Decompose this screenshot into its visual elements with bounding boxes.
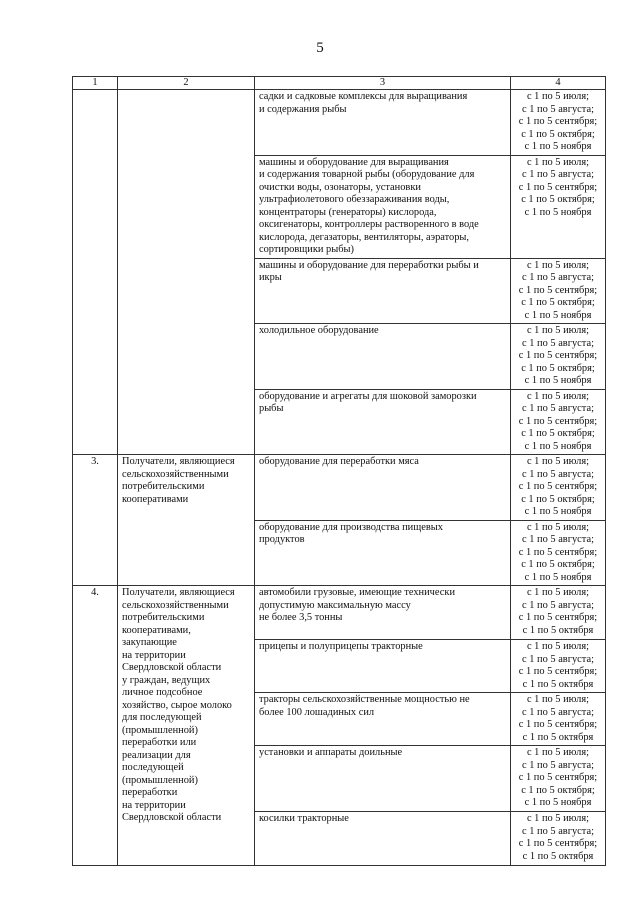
schedule-cell <box>511 324 606 390</box>
text-line: прицепы и полуприцепы тракторные <box>259 641 423 652</box>
text-line: с 1 по 5 сентября; <box>518 116 598 127</box>
text-line: сельскохозяйственными <box>122 599 229 611</box>
text-line: с 1 по 5 августа; <box>522 706 594 718</box>
text-line: с 1 по 5 ноября <box>524 141 592 152</box>
schedule-cell <box>511 586 606 640</box>
text-line: оборудование и агрегаты для шоковой заморозки <box>259 390 477 402</box>
text-line: с 1 по 5 августа; <box>522 272 594 283</box>
schedule-cell <box>511 155 606 258</box>
text-line: с 1 по 5 июля; <box>526 813 590 824</box>
equipment-cell <box>255 746 511 812</box>
row-number <box>73 90 118 455</box>
text-line: тракторы сельскохозяйственные мощностью не <box>259 694 470 705</box>
header-col-3: 3 <box>255 77 511 90</box>
text-line: с 1 по 5 августа; <box>522 599 594 611</box>
text-line: садки и садковые комплексы для выращивания <box>259 91 468 102</box>
equipment-cell <box>255 812 511 866</box>
text-line: с 1 по 5 ноября <box>524 206 592 218</box>
text-line: с 1 по 5 сентября; <box>518 666 598 677</box>
text-line: реализации для <box>122 749 191 761</box>
equipment-cell <box>255 520 511 586</box>
text-line: с 1 по 5 июля; <box>526 390 590 402</box>
text-line: с 1 по 5 июля; <box>526 521 590 533</box>
text-line: машины и оборудование для переработки рыбы и <box>259 259 479 271</box>
text-line: с 1 по 5 октября; <box>521 297 595 308</box>
row-number: 4. <box>73 586 118 866</box>
equipment-cell <box>255 324 511 390</box>
equipment-cell <box>255 693 511 746</box>
text-line: холодильное оборудование <box>259 325 379 336</box>
schedule-cell <box>511 746 606 812</box>
text-line: с 1 по 5 октября <box>522 850 594 862</box>
text-line: с 1 по 5 ноября <box>524 506 592 517</box>
text-line: с 1 по 5 июля; <box>526 259 590 271</box>
text-line: оксигенаторы, контроллеры растворенного в воде <box>259 219 479 230</box>
text-line: установки и аппараты доильные <box>259 747 403 758</box>
text-line: с 1 по 5 августа; <box>522 403 594 414</box>
text-line: кооперативами <box>122 493 189 505</box>
text-line: последующей <box>122 762 184 773</box>
text-line: с 1 по 5 августа; <box>522 759 594 771</box>
text-line: с 1 по 5 сентября; <box>518 284 598 296</box>
text-line: с 1 по 5 июля; <box>526 91 590 102</box>
schedule-cell <box>511 389 606 455</box>
text-line: с 1 по 5 августа; <box>522 468 594 480</box>
equipment-cell <box>255 586 511 640</box>
text-line: с 1 по 5 июля; <box>526 641 590 652</box>
text-line: с 1 по 5 октября; <box>521 428 595 439</box>
table-header-row <box>73 77 606 90</box>
schedule-cell <box>511 520 606 586</box>
table-row <box>73 455 606 521</box>
text-line: (промышленной) <box>122 774 198 786</box>
text-line: ультрафиолетового обеззараживания воды, <box>259 194 450 205</box>
text-line: с 1 по 5 ноября <box>524 440 592 452</box>
text-line: оборудование для производства пищевых <box>259 521 443 533</box>
text-line: с 1 по 5 ноября <box>524 797 592 808</box>
text-line: потребительскими <box>122 612 205 623</box>
schedule-cell <box>511 258 606 324</box>
text-line: и содержания товарной рыбы (оборудование для <box>259 169 475 180</box>
text-line: рыбы <box>259 403 284 414</box>
text-line: косилки тракторные <box>259 813 349 824</box>
text-line: с 1 по 5 октября <box>522 624 594 636</box>
text-line: икры <box>259 272 282 283</box>
text-line: с 1 по 5 октября; <box>521 493 595 505</box>
text-line: оборудование для переработки мяса <box>259 456 419 467</box>
text-line: с 1 по 5 сентября; <box>518 481 598 492</box>
text-line: автомобили грузовые, имеющие технически <box>259 587 456 598</box>
recipient-cell <box>118 90 255 455</box>
text-line: закупающие <box>122 637 177 648</box>
text-line: с 1 по 5 октября; <box>521 194 595 205</box>
text-line: с 1 по 5 августа; <box>522 337 594 349</box>
schedule-cell <box>511 90 606 156</box>
schedule-cell <box>511 640 606 693</box>
text-line: личное подсобное <box>122 687 203 698</box>
table-row <box>73 586 606 640</box>
text-line: с 1 по 5 сентября; <box>518 546 598 558</box>
text-line: с 1 по 5 сентября; <box>518 181 598 193</box>
text-line: с 1 по 5 сентября; <box>518 719 598 730</box>
text-line: очистки воды, озонаторы, установки <box>259 181 421 193</box>
text-line: с 1 по 5 ноября <box>524 571 592 583</box>
text-line: у граждан, ведущих <box>122 674 211 686</box>
text-line: и содержания рыбы <box>259 103 347 115</box>
text-line: не более 3,5 тонны <box>259 612 343 623</box>
text-line: переработки <box>122 787 178 798</box>
header-col-2: 2 <box>118 77 255 90</box>
schedule-cell <box>511 693 606 746</box>
text-line: (промышленной) <box>122 724 198 736</box>
text-line: Свердловской области <box>122 662 222 673</box>
text-line: с 1 по 5 сентября; <box>518 350 598 361</box>
text-line: концентраторы (генераторы) кислорода, <box>259 206 437 218</box>
text-line: с 1 по 5 октября; <box>521 128 595 140</box>
header-col-4: 4 <box>511 77 606 90</box>
text-line: кооперативами, <box>122 624 191 636</box>
text-line: с 1 по 5 сентября; <box>518 772 598 783</box>
equipment-cell <box>255 455 511 521</box>
equipment-cell <box>255 155 511 258</box>
text-line: с 1 по 5 августа; <box>522 103 594 115</box>
recipient-cell <box>118 455 255 586</box>
text-line: для последующей <box>122 712 202 723</box>
schedule-table <box>72 76 606 866</box>
schedule-cell <box>511 812 606 866</box>
text-line: с 1 по 5 октября; <box>521 559 595 570</box>
text-line: с 1 по 5 октября; <box>521 362 595 374</box>
recipient-cell <box>118 586 255 866</box>
text-line: с 1 по 5 сентября; <box>518 415 598 427</box>
header-col-1: 1 <box>73 77 118 90</box>
text-line: с 1 по 5 августа; <box>522 534 594 545</box>
text-line: на территории <box>122 799 186 811</box>
text-line: хозяйство, сырое молоко <box>122 699 232 711</box>
text-line: допустимую максимальную массу <box>259 599 411 611</box>
text-line: потребительскими <box>122 481 205 492</box>
text-line: продуктов <box>259 534 305 545</box>
text-line: с 1 по 5 июля; <box>526 747 590 758</box>
text-line: более 100 лошадиных сил <box>259 706 375 718</box>
text-line: сортировщики рыбы) <box>259 244 354 255</box>
text-line: с 1 по 5 июля; <box>526 694 590 705</box>
text-line: на территории <box>122 649 186 661</box>
text-line: Свердловской области <box>122 812 222 823</box>
text-line: с 1 по 5 июля; <box>526 156 590 168</box>
text-line: с 1 по 5 сентября; <box>518 612 598 623</box>
equipment-cell <box>255 90 511 156</box>
text-line: переработки или <box>122 737 197 748</box>
row-number: 3. <box>73 455 118 586</box>
text-line: с 1 по 5 ноября <box>524 309 592 321</box>
schedule-cell <box>511 455 606 521</box>
table-row <box>73 90 606 156</box>
text-line: с 1 по 5 октября <box>522 678 594 690</box>
text-line: с 1 по 5 октября; <box>521 784 595 796</box>
text-line: с 1 по 5 октября <box>522 731 594 743</box>
text-line: машины и оборудование для выращивания <box>259 156 449 168</box>
text-line: с 1 по 5 июля; <box>526 456 590 467</box>
text-line: с 1 по 5 сентября; <box>518 838 598 849</box>
text-line: с 1 по 5 августа; <box>522 825 594 837</box>
equipment-cell <box>255 258 511 324</box>
text-line: Получатели, являющиеся <box>122 456 235 467</box>
equipment-cell <box>255 640 511 693</box>
text-line: с 1 по 5 августа; <box>522 169 594 180</box>
text-line: с 1 по 5 ноября <box>524 375 592 386</box>
page-number: 5 <box>316 40 324 56</box>
equipment-cell <box>255 389 511 455</box>
text-line: Получатели, являющиеся <box>122 587 235 598</box>
text-line: с 1 по 5 июля; <box>526 587 590 598</box>
text-line: с 1 по 5 августа; <box>522 653 594 665</box>
text-line: с 1 по 5 июля; <box>526 325 590 336</box>
text-line: сельскохозяйственными <box>122 468 229 480</box>
text-line: кислорода, дегазаторы, вентиляторы, аэраторы, <box>259 231 470 243</box>
